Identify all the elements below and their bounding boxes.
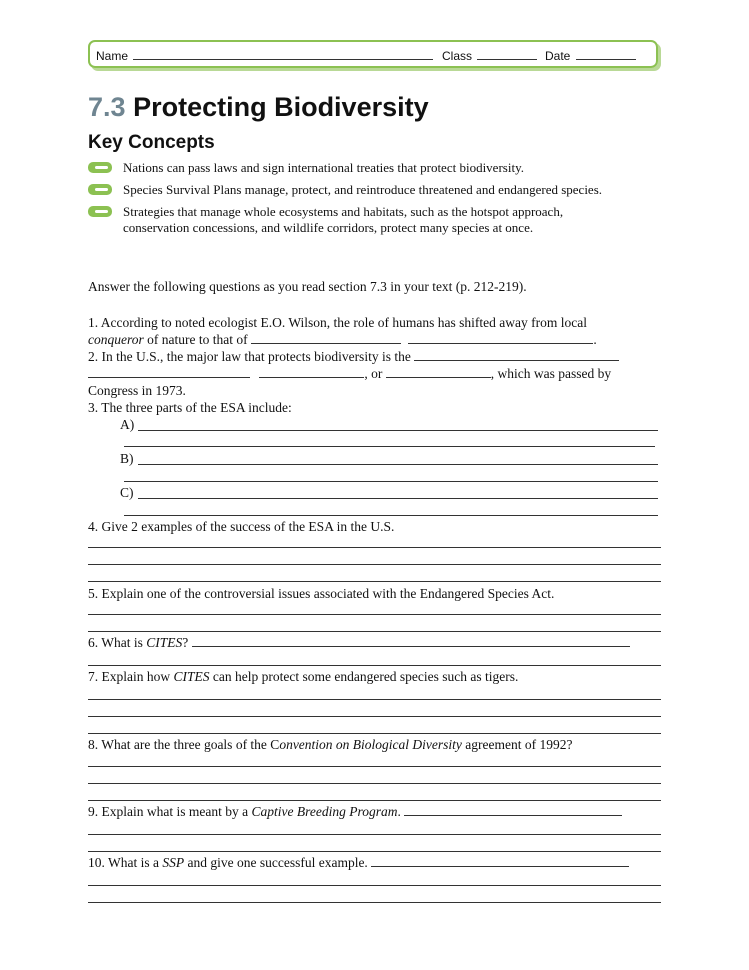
answer-line[interactable] [88,547,661,548]
page-title [88,92,429,123]
class-label: Class [442,49,473,63]
answer-blank[interactable] [259,365,364,378]
question-6: 6. What is CITES? [88,634,663,651]
instructions: Answer the following questions as you read section 7.3 in your text (p. 212-219). [88,279,527,294]
answer-line[interactable] [88,733,661,734]
answer-blank[interactable] [251,331,401,344]
answer-line[interactable] [138,430,658,431]
answer-blank[interactable] [192,634,630,647]
answer-blank[interactable] [371,854,629,867]
student-info-box [88,40,658,68]
answer-line[interactable] [88,783,661,784]
question-7: 7. Explain how CITES can help protect some endangered species such as tigers. [88,669,519,684]
date-field[interactable] [545,48,636,63]
answer-blank[interactable] [88,365,250,378]
class-blank[interactable] [477,48,537,60]
key-bullet-icon [88,162,112,173]
answer-blank[interactable] [404,803,622,816]
section-title: Protecting Biodiversity [133,92,429,122]
question-10: 10. What is a SSP and give one successful example. [88,854,663,871]
key-concepts-heading: Key Concepts [88,132,215,153]
answer-line[interactable] [88,699,661,700]
question-1-line-1: 1. According to noted ecologist E.O. Wilson, the role of humans has shifted away from local [88,315,587,330]
date-label: Date [545,49,571,63]
answer-line[interactable] [138,464,658,465]
answer-line[interactable] [88,631,661,632]
part-c-label: C) [120,485,134,500]
answer-line[interactable] [88,851,661,852]
name-blank[interactable] [133,48,433,60]
question-2-line-1: 2. In the U.S., the major law that protects biodiversity is the [88,348,663,365]
question-2-line-2: , or , which was passed by [88,365,663,382]
concept-item: Species Survival Plans manage, protect, and reintroduce threatened and endangered species. [88,182,618,198]
question-5: 5. Explain one of the controversial issues associated with the Endangered Species Act. [88,586,555,601]
answer-line[interactable] [124,515,658,516]
name-label: Name [96,49,129,63]
answer-line[interactable] [88,614,661,615]
answer-line[interactable] [88,800,661,801]
question-3: 3. The three parts of the ESA include: [88,400,292,415]
answer-line[interactable] [124,446,655,447]
answer-line[interactable] [88,581,661,582]
answer-line[interactable] [88,716,661,717]
answer-line[interactable] [124,481,658,482]
part-b-label: B) [120,451,134,466]
answer-blank[interactable] [386,365,491,378]
concept-item: Nations can pass laws and sign international treaties that protect biodiversity. [88,160,618,176]
answer-line[interactable] [88,885,661,886]
part-a-label: A) [120,417,135,432]
answer-line[interactable] [88,902,661,903]
name-field[interactable] [96,48,433,63]
concept-item: Strategies that manage whole ecosystems and habitats, such as the hotspot approach, conservation concessions, and wildlife corridors, protect many species at once. [88,204,618,236]
question-8: 8. What are the three goals of the Convention on Biological Diversity agreement of 1992? [88,737,573,752]
answer-line[interactable] [88,564,661,565]
date-blank[interactable] [576,48,636,60]
section-number: 7.3 [88,92,126,122]
answer-line[interactable] [88,766,661,767]
question-9: 9. Explain what is meant by a Captive Breeding Program. [88,803,663,820]
key-concepts-list [88,160,618,242]
question-4: 4. Give 2 examples of the success of the ESA in the U.S. [88,519,395,534]
answer-line[interactable] [88,665,661,666]
class-field[interactable] [442,48,537,63]
key-bullet-icon [88,206,112,217]
answer-line[interactable] [138,498,658,499]
answer-blank[interactable] [414,348,619,361]
key-bullet-icon [88,184,112,195]
question-2-line-3: Congress in 1973. [88,383,186,398]
question-1-line-2: conqueror of nature to that of . [88,332,597,347]
answer-line[interactable] [88,834,661,835]
answer-blank[interactable] [408,331,593,344]
